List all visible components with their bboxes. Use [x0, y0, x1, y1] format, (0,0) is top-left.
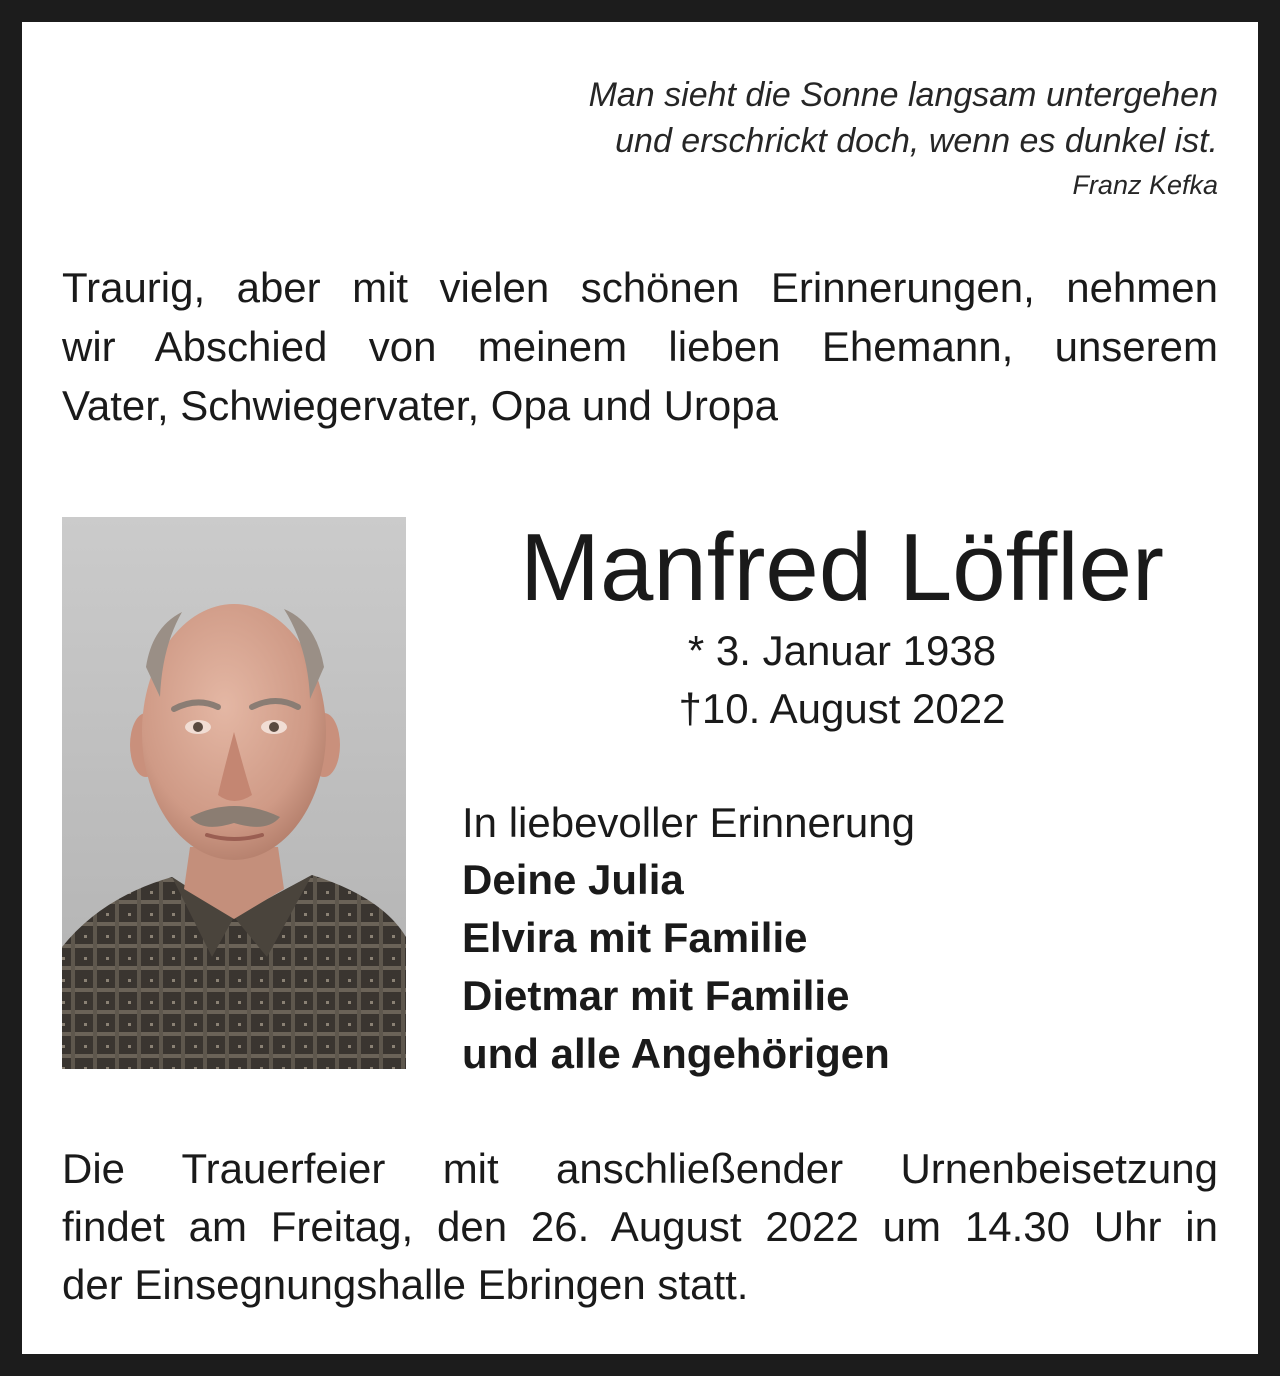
- quote-author: Franz Kefka: [1072, 170, 1218, 200]
- mourner-name: Elvira mit Familie: [462, 914, 808, 961]
- quote-block: [589, 72, 1218, 204]
- service-info: [62, 1140, 1218, 1314]
- service-line: findet am Freitag, den 26. August 2022 um 14.30 Uhr in: [62, 1203, 1218, 1250]
- obituary-card: [22, 22, 1258, 1354]
- portrait-illustration: [62, 517, 406, 1069]
- life-dates: [452, 622, 1232, 738]
- quote-line: Man sieht die Sonne langsam untergehen: [588, 76, 1218, 114]
- portrait-photo: [62, 517, 406, 1069]
- mourners-block: [462, 794, 915, 1083]
- mourner-name: Dietmar mit Familie: [462, 972, 850, 1019]
- intro-text: [62, 258, 1218, 435]
- intro-line: wir Abschied von meinem lieben Ehemann, unserem: [62, 323, 1218, 370]
- mourners-intro: In liebevoller Erinnerung: [462, 799, 915, 846]
- mourner-name: und alle Angehörigen: [462, 1030, 890, 1077]
- intro-line: Vater, Schwiegervater, Opa und Uropa: [62, 382, 778, 429]
- mourner-name: Deine Julia: [462, 856, 684, 903]
- quote-line: und erschrickt doch, wenn es dunkel ist.: [615, 122, 1218, 160]
- birth-date: * 3. Januar 1938: [687, 627, 997, 674]
- service-line: der Einsegnungshalle Ebringen statt.: [62, 1261, 749, 1308]
- service-line: Die Trauerfeier mit anschließender Urnenbeisetzung: [62, 1145, 1218, 1192]
- intro-line: Traurig, aber mit vielen schönen Erinnerungen, nehmen: [62, 264, 1218, 311]
- deceased-name: Manfred Löffler: [520, 514, 1164, 621]
- death-date: †10. August 2022: [678, 685, 1006, 732]
